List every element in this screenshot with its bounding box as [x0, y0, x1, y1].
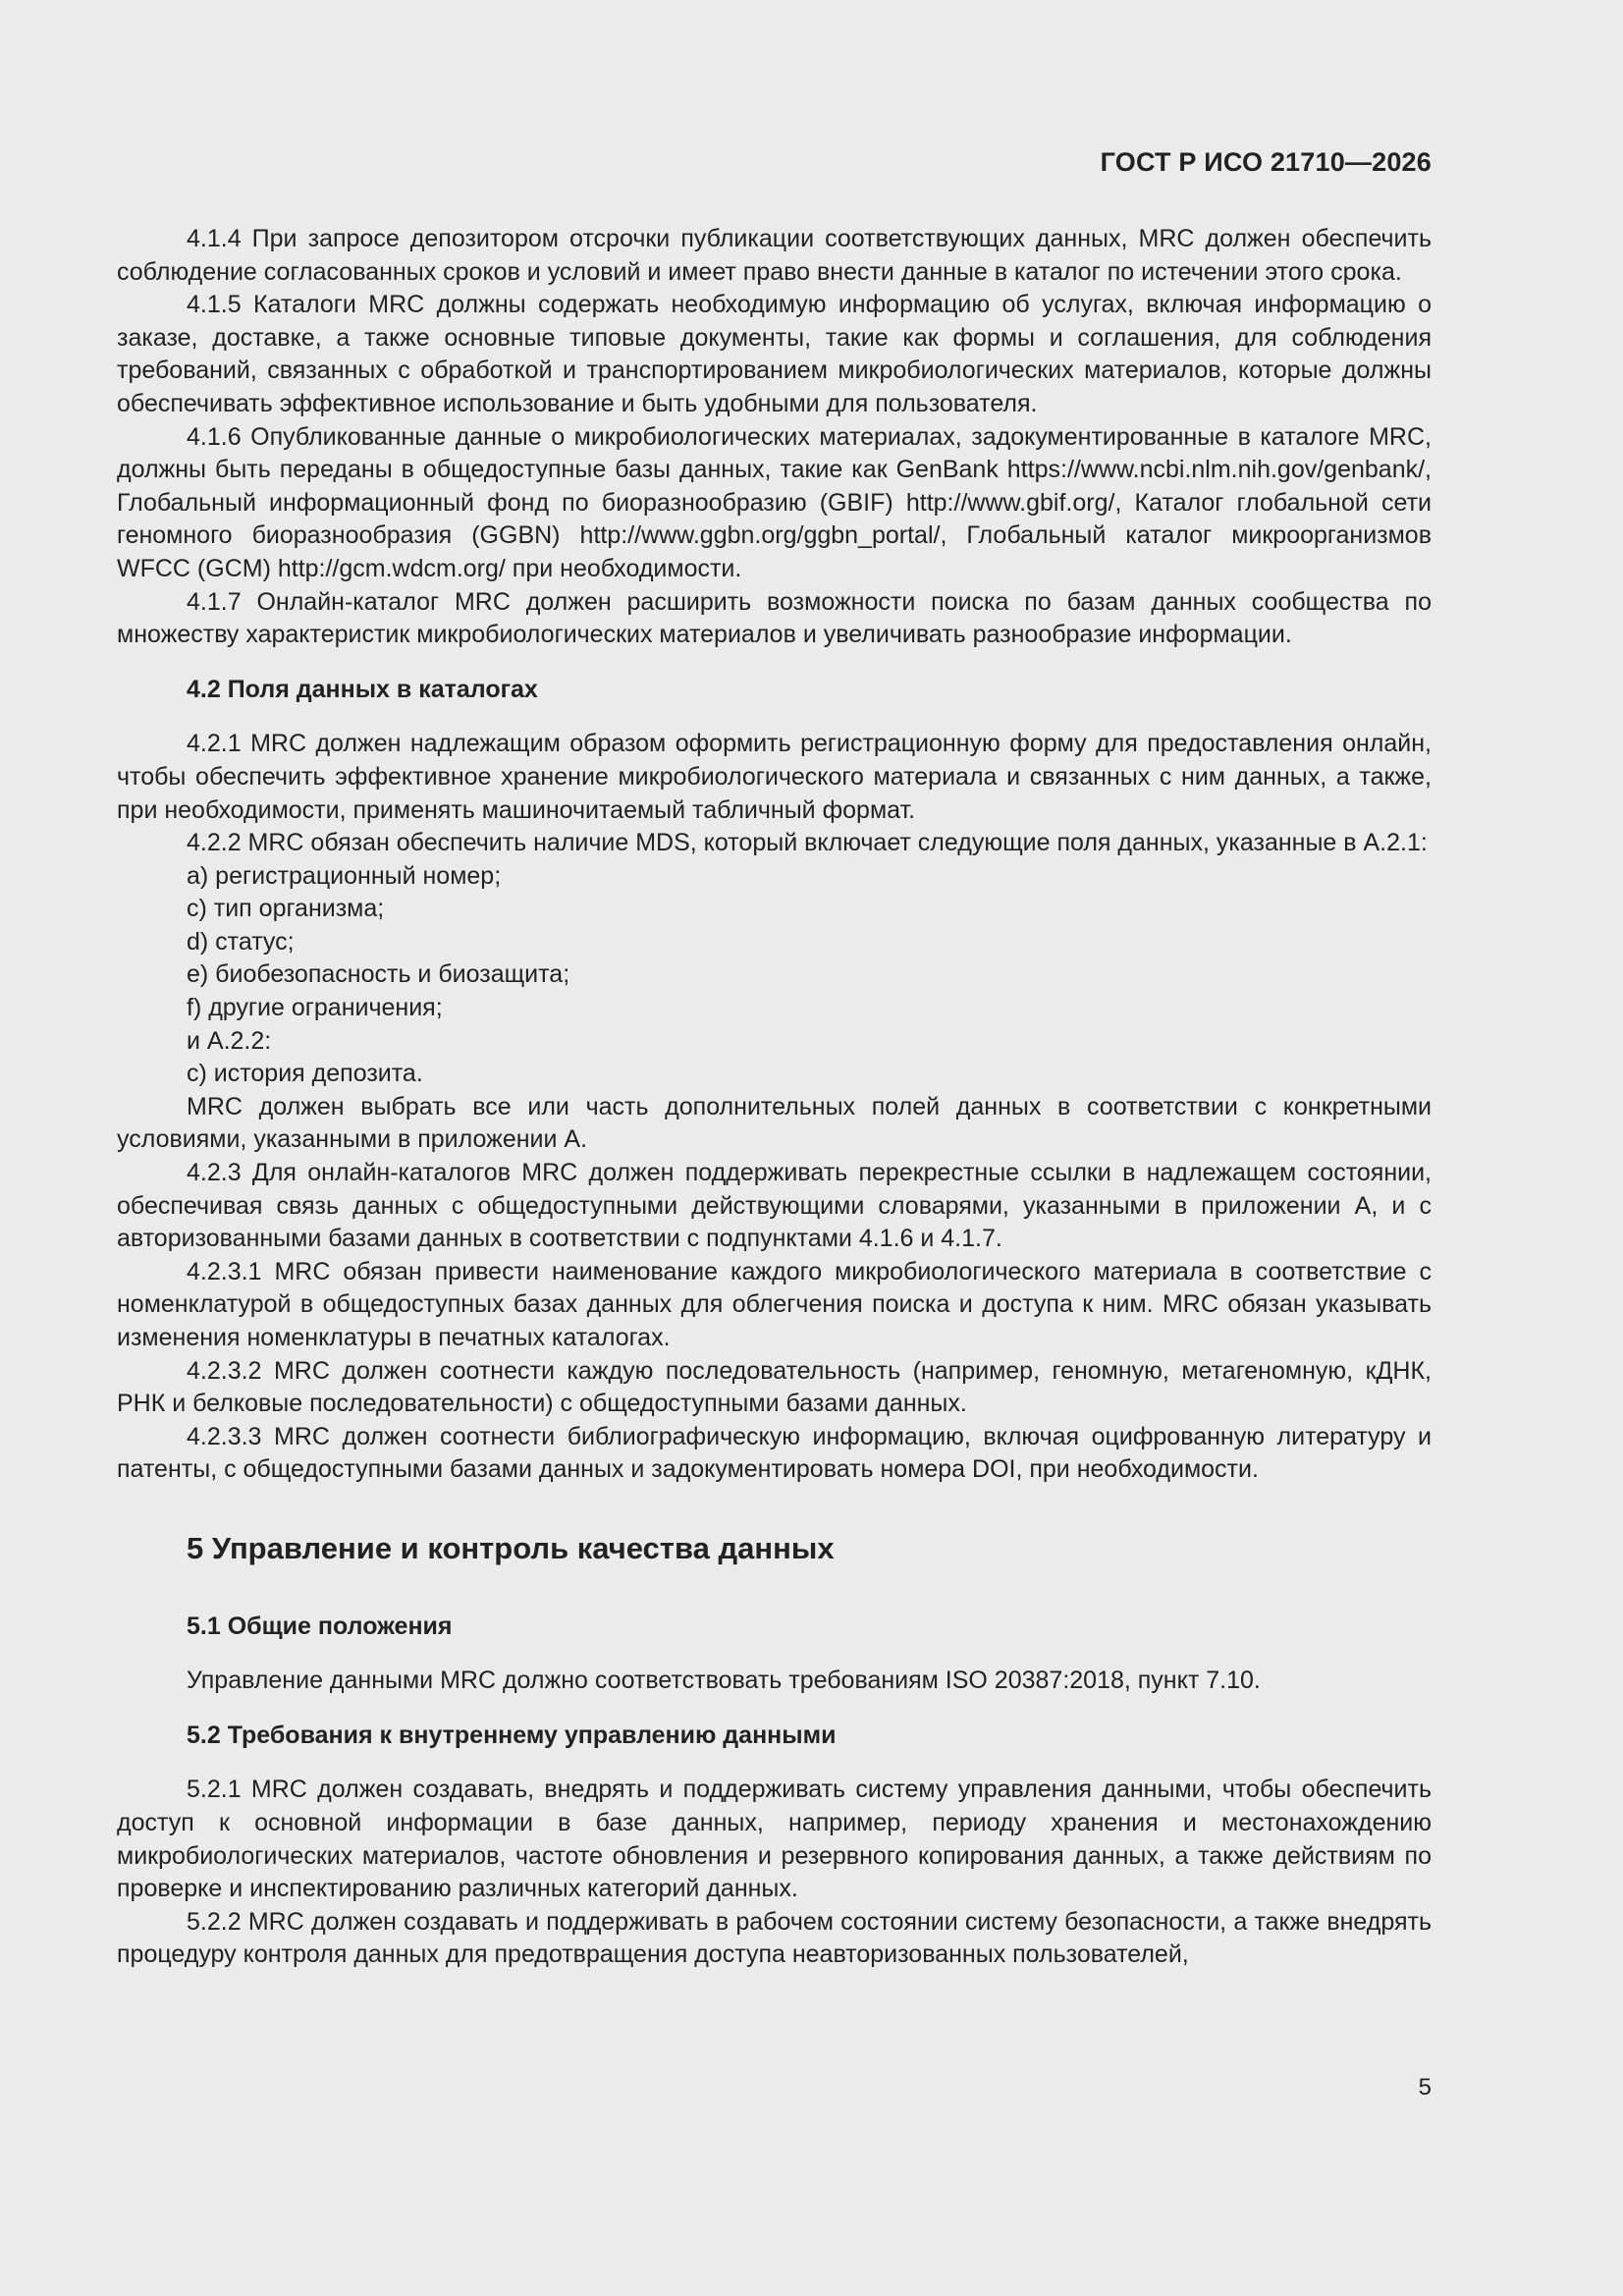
section-heading-4-2: 4.2 Поля данных в каталогах: [187, 675, 538, 703]
list-intro-a-2-2: и А.2.2:: [187, 1026, 272, 1055]
list-item: f) другие ограничения;: [187, 994, 443, 1022]
clause-4-2-1: 4.2.1 MRC должен надлежащим образом оформить регистрационную форму для предоставления онлайн, чтобы обеспечить эффективное хранение микробиологического материала и связанных с ним данных, а также, при необходимости, применять машиночитаемый табличный формат.: [117, 730, 1432, 824]
clause-4-2-3-2: 4.2.3.2 MRC должен соотнести каждую последовательность (например, геномную, метагеномную, кДНК, РНК и белковые последовательности) с общедоступными базами данных.: [117, 1356, 1432, 1418]
list-item: c) история депозита.: [187, 1060, 423, 1088]
document-code-header: ГОСТ Р ИСО 21710—2026: [1100, 147, 1432, 177]
clause-4-1-4: 4.1.4 При запросе депозитором отсрочки публикации соответствующих данных, MRC должен обеспечить соблюдение согласованных сроков и условий и имеет право внести данные в каталог по истечении этого срока.: [117, 225, 1432, 286]
clause-5-2-1: 5.2.1 MRC должен создавать, внедрять и поддерживать систему управления данными, чтобы обеспечить доступ к основной информации в базе данных, например, периоду хранения и местонахождению микробиологических материалов, частоте обновления и резервного копирования данных, а также действиям по проверке и инспектированию различных категорий данных.: [117, 1776, 1432, 1903]
clause-4-2-3-1: 4.2.3.1 MRC обязан привести наименование каждого микробиологического материала в соответствие с номенклатурой в общедоступных базах данных для облегчения поиска и доступа к ним. MRC обязан указывать изменения номенклатуры в печатных каталогах.: [117, 1257, 1432, 1351]
clause-5-1: Управление данными MRC должно соответствовать требованиям ISO 20387:2018, пункт 7.10.: [187, 1667, 1261, 1695]
section-heading-5-2: 5.2 Требования к внутреннему управлению данными: [187, 1721, 837, 1749]
page-number: 5: [1418, 2074, 1432, 2101]
list-item: a) регистрационный номер;: [187, 861, 502, 890]
list-item: e) биобезопасность и биозащита;: [187, 960, 570, 989]
page-body: [117, 223, 1432, 1972]
clause-4-2-2-tail: MRC должен выбрать все или часть дополнительных полей данных в соответствии с конкретными условиями, указанными в приложении А.: [117, 1092, 1432, 1154]
clause-4-2-3: 4.2.3 Для онлайн-каталогов MRC должен поддерживать перекрестные ссылки в надлежащем состоянии, обеспечивая связь данных с общедоступными действующими словарями, указанными в приложении А, и с авторизованными базами данных в соответствии с подпунктами 4.1.6 и 4.1.7.: [117, 1159, 1432, 1253]
list-item: c) тип организма;: [187, 895, 385, 923]
clause-4-1-6: 4.1.6 Опубликованные данные о микробиологических материалах, задокументированные в каталоге MRC, должны быть переданы в общедоступные базы данных, такие как GenBank https://www.ncbi.nlm.nih.gov/genbank/, Глобальный информационный фонд по биоразнообразию (GBIF) http://www.gbif.org/, Каталог глобальной сети геномного биоразнообразия (GGBN) http://www.ggbn.org/ggbn_portal/, Глобальный каталог микроорганизмов WFCC (GCM) http://gcm.wdcm.org/ при необходимости.: [117, 422, 1432, 582]
clause-4-1-7: 4.1.7 Онлайн-каталог MRC должен расширить возможности поиска по базам данных сообщества по множеству характеристик микробиологических материалов и увеличивать разнообразие информации.: [117, 587, 1432, 649]
clause-4-1-5: 4.1.5 Каталоги MRC должны содержать необходимую информацию об услугах, включая информацию о заказе, доставке, а также основные типовые документы, такие как формы и соглашения, для соблюдения требований, связанных с обработкой и транспортированием микробиологических материалов, которые должны обеспечивать эффективное использование и быть удобными для пользователя.: [117, 291, 1432, 417]
clause-4-2-2: 4.2.2 MRC обязан обеспечить наличие MDS, который включает следующие поля данных, указанные в А.2.1:: [187, 829, 1428, 857]
clause-5-2-2: 5.2.2 MRC должен создавать и поддерживать в рабочем состоянии систему безопасности, а также внедрять процедуру контроля данных для предотвращения доступа неавторизованных пользователей,: [117, 1907, 1432, 1969]
clause-4-2-3-3: 4.2.3.3 MRC должен соотнести библиографическую информацию, включая оцифрованную литературу и патенты, с общедоступными базами данных и задокументировать номера DOI, при необходимости.: [117, 1422, 1432, 1484]
list-item: d) статус;: [187, 927, 295, 956]
section-heading-5: 5 Управление и контроль качества данных: [187, 1530, 835, 1565]
section-heading-5-1: 5.1 Общие положения: [187, 1612, 453, 1640]
